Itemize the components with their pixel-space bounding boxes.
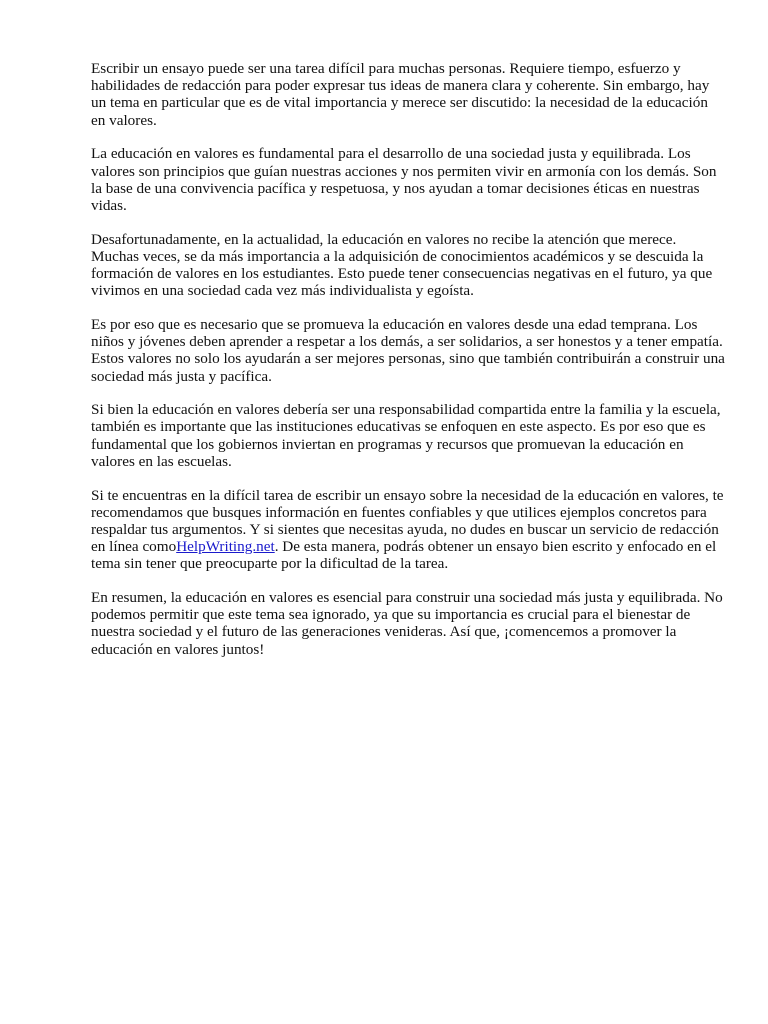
recommendation-text-after: . De esta manera, podrás obtener un ensayo bien escrito y enfocado en el tema sin tener que preocuparte por la dificultad de la tarea. — [91, 538, 717, 573]
paragraph-importance: La educación en valores es fundamental para el desarrollo de una sociedad justa y equilibrada. Los valores son principios que guían nuestras acciones y nos permiten vivir en armonía con los demás. Son la base de una convivencia pacífica y respetuosa, y nos ayudan a tomar decisiones éticas en nuestras vidas. — [91, 145, 717, 214]
paragraph-current-state: Desafortunadamente, en la actualidad, la educación en valores no recibe la atención que merece. Muchas veces, se da más importancia a la adquisición de conocimientos académicos y se descuida la formación de valores en los estudiantes. Esto puede tener consecuencias negativas en el futuro, ya que vivimos en una sociedad cada vez más individualista y egoísta. — [91, 230, 713, 300]
paragraph-recommendation — [91, 487, 726, 573]
document-body — [91, 60, 726, 674]
paragraph-early-education: Es por eso que es necesario que se promueva la educación en valores desde una edad temprana. Los niños y jóvenes deben aprender a respetar a los demás, a ser solidarios, a ser honestos y a tener empatía. Estos valores no solo los ayudarán a ser mejores personas, sino que también contribuirán a construir una sociedad más justa y pacífica. — [91, 315, 725, 385]
helpwriting-link[interactable]: HelpWriting.net — [176, 538, 275, 556]
paragraph-intro: Escribir un ensayo puede ser una tarea difícil para muchas personas. Requiere tiempo, esfuerzo y habilidades de redacción para poder expresar tus ideas de manera clara y coherente. Sin embargo, hay un tema en particular que es de vital importancia y merece ser discutido: la necesidad de la educación en valores. — [91, 60, 710, 129]
recommendation-text-before: Si te encuentras en la difícil tarea de escribir un ensayo sobre la necesidad de la educación en valores, te recomendamos que busques información en fuentes confiables y que utilices ejemplos concretos para respaldar tus argumentos. Y si sientes que necesitas ayuda, no dudes en buscar un servicio de redacción en línea como — [91, 486, 724, 556]
paragraph-shared-responsibility: Si bien la educación en valores debería ser una responsabilidad compartida entre la familia y la escuela, también es importante que las instituciones educativas se enfoquen en este aspecto. Es por eso que es fundamental que los gobiernos inviertan en programas y recursos que promuevan la educación en valores en las escuelas. — [91, 401, 721, 470]
paragraph-conclusion: En resumen, la educación en valores es esencial para construir una sociedad más justa y equilibrada. No podemos permitir que este tema sea ignorado, ya que su importancia es crucial para el bienestar de nuestra sociedad y el futuro de las generaciones venideras. Así que, ¡comencemos a promover la educación en valores juntos! — [91, 589, 723, 658]
